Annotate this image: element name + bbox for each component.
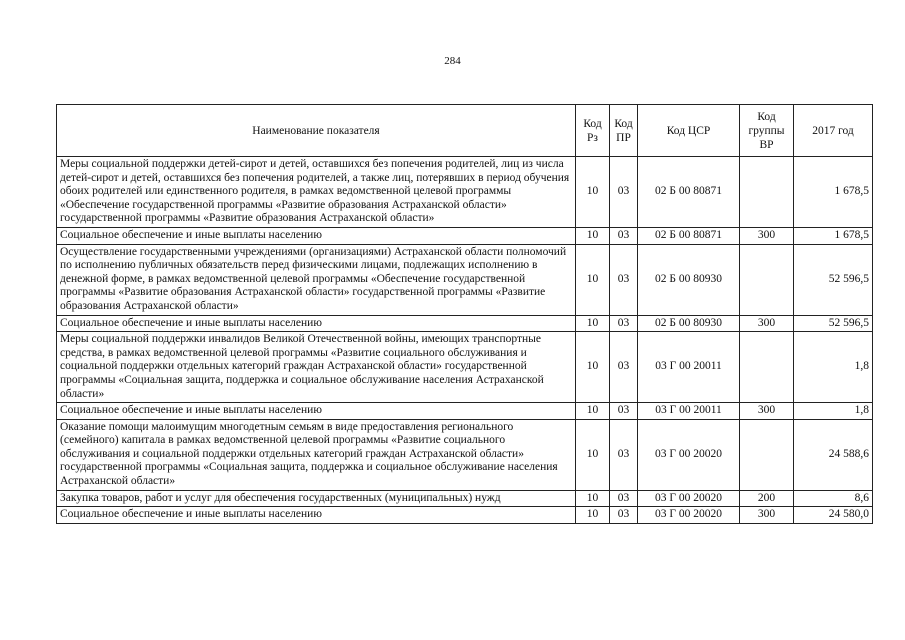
cell-vr: 200 bbox=[740, 490, 794, 507]
cell-rz: 10 bbox=[576, 507, 610, 524]
cell-pr: 03 bbox=[610, 403, 638, 420]
cell-csr: 03 Г 00 20020 bbox=[638, 419, 740, 490]
table-row bbox=[57, 419, 873, 490]
budget-table bbox=[56, 104, 873, 524]
page-number: 284 bbox=[444, 55, 461, 67]
cell-name: Меры социальной поддержки детей-сирот и детей, оставшихся без попечения родителей, лиц из числа детей-сирот и детей, оставшихся без попечения родителей, а также лиц, потерявших в период обучения обоих родителей или единственного родителя, в рамках ведомственной целевой программы «Обеспечение государственной программы «Развитие образования Астраханской области» государственной программы «Развитие образования Астраханской области» bbox=[57, 157, 576, 228]
cell-rz: 10 bbox=[576, 332, 610, 403]
header-year: 2017 год bbox=[794, 105, 873, 157]
cell-name: Социальное обеспечение и иные выплаты населению bbox=[57, 315, 576, 332]
cell-vr bbox=[740, 419, 794, 490]
table-row bbox=[57, 490, 873, 507]
cell-vr: 300 bbox=[740, 227, 794, 244]
cell-rz: 10 bbox=[576, 227, 610, 244]
header-pr: Код ПР bbox=[610, 105, 638, 157]
cell-rz: 10 bbox=[576, 315, 610, 332]
cell-amount: 1,8 bbox=[794, 332, 873, 403]
cell-name: Осуществление государственными учреждениями (организациями) Астраханской области полномочий по исполнению публичных обязательств перед физическими лицами, подлежащих исполнению в денежной форме, в рамках ведомственной целевой программы «Обеспечение государственной программы «Развитие образования Астраханской области» государственной программы «Развитие образования Астраханской области» bbox=[57, 244, 576, 315]
cell-rz: 10 bbox=[576, 490, 610, 507]
cell-amount: 1 678,5 bbox=[794, 227, 873, 244]
cell-csr: 03 Г 00 20020 bbox=[638, 490, 740, 507]
cell-amount: 24 588,6 bbox=[794, 419, 873, 490]
cell-amount: 8,6 bbox=[794, 490, 873, 507]
cell-name: Закупка товаров, работ и услуг для обеспечения государственных (муниципальных) нужд bbox=[57, 490, 576, 507]
cell-pr: 03 bbox=[610, 507, 638, 524]
table-row bbox=[57, 403, 873, 420]
table-row bbox=[57, 332, 873, 403]
cell-csr: 02 Б 00 80871 bbox=[638, 157, 740, 228]
cell-vr bbox=[740, 332, 794, 403]
cell-pr: 03 bbox=[610, 332, 638, 403]
cell-vr bbox=[740, 244, 794, 315]
table-header-row bbox=[57, 105, 873, 157]
cell-vr: 300 bbox=[740, 507, 794, 524]
cell-amount: 1 678,5 bbox=[794, 157, 873, 228]
cell-pr: 03 bbox=[610, 157, 638, 228]
table-row bbox=[57, 157, 873, 228]
cell-csr: 02 Б 00 80871 bbox=[638, 227, 740, 244]
table-row bbox=[57, 244, 873, 315]
cell-csr: 02 Б 00 80930 bbox=[638, 244, 740, 315]
cell-amount: 1,8 bbox=[794, 403, 873, 420]
header-vr: Код группы ВР bbox=[740, 105, 794, 157]
cell-rz: 10 bbox=[576, 157, 610, 228]
cell-csr: 03 Г 00 20011 bbox=[638, 403, 740, 420]
header-csr: Код ЦСР bbox=[638, 105, 740, 157]
cell-name: Меры социальной поддержки инвалидов Великой Отечественной войны, имеющих транспортные средства, в рамках ведомственной целевой программы «Развитие социального обслуживания и социальной поддержки отдельных категорий граждан Астраханской области» государственной программы «Социальная защита, поддержка и социальное обслуживание населения Астраханской области» bbox=[57, 332, 576, 403]
header-rz: Код Рз bbox=[576, 105, 610, 157]
header-name: Наименование показателя bbox=[57, 105, 576, 157]
cell-name: Социальное обеспечение и иные выплаты населению bbox=[57, 507, 576, 524]
cell-csr: 02 Б 00 80930 bbox=[638, 315, 740, 332]
cell-csr: 03 Г 00 20011 bbox=[638, 332, 740, 403]
cell-csr: 03 Г 00 20020 bbox=[638, 507, 740, 524]
cell-amount: 52 596,5 bbox=[794, 244, 873, 315]
cell-rz: 10 bbox=[576, 244, 610, 315]
cell-pr: 03 bbox=[610, 490, 638, 507]
cell-name: Социальное обеспечение и иные выплаты населению bbox=[57, 227, 576, 244]
cell-amount: 52 596,5 bbox=[794, 315, 873, 332]
cell-rz: 10 bbox=[576, 419, 610, 490]
cell-pr: 03 bbox=[610, 244, 638, 315]
cell-name: Социальное обеспечение и иные выплаты населению bbox=[57, 403, 576, 420]
cell-amount: 24 580,0 bbox=[794, 507, 873, 524]
table-row bbox=[57, 227, 873, 244]
table-row bbox=[57, 315, 873, 332]
cell-rz: 10 bbox=[576, 403, 610, 420]
cell-vr: 300 bbox=[740, 315, 794, 332]
table-row bbox=[57, 507, 873, 524]
cell-pr: 03 bbox=[610, 419, 638, 490]
cell-vr: 300 bbox=[740, 403, 794, 420]
cell-pr: 03 bbox=[610, 227, 638, 244]
cell-name: Оказание помощи малоимущим многодетным семьям в виде предоставления регионального (семейного) капитала в рамках ведомственной целевой программы «Развитие социального обслуживания и социальной поддержки отдельных категорий граждан Астраханской области» государственной программы «Социальная защита, поддержка и социальное обслуживание населения Астраханской области» bbox=[57, 419, 576, 490]
cell-pr: 03 bbox=[610, 315, 638, 332]
cell-vr bbox=[740, 157, 794, 228]
